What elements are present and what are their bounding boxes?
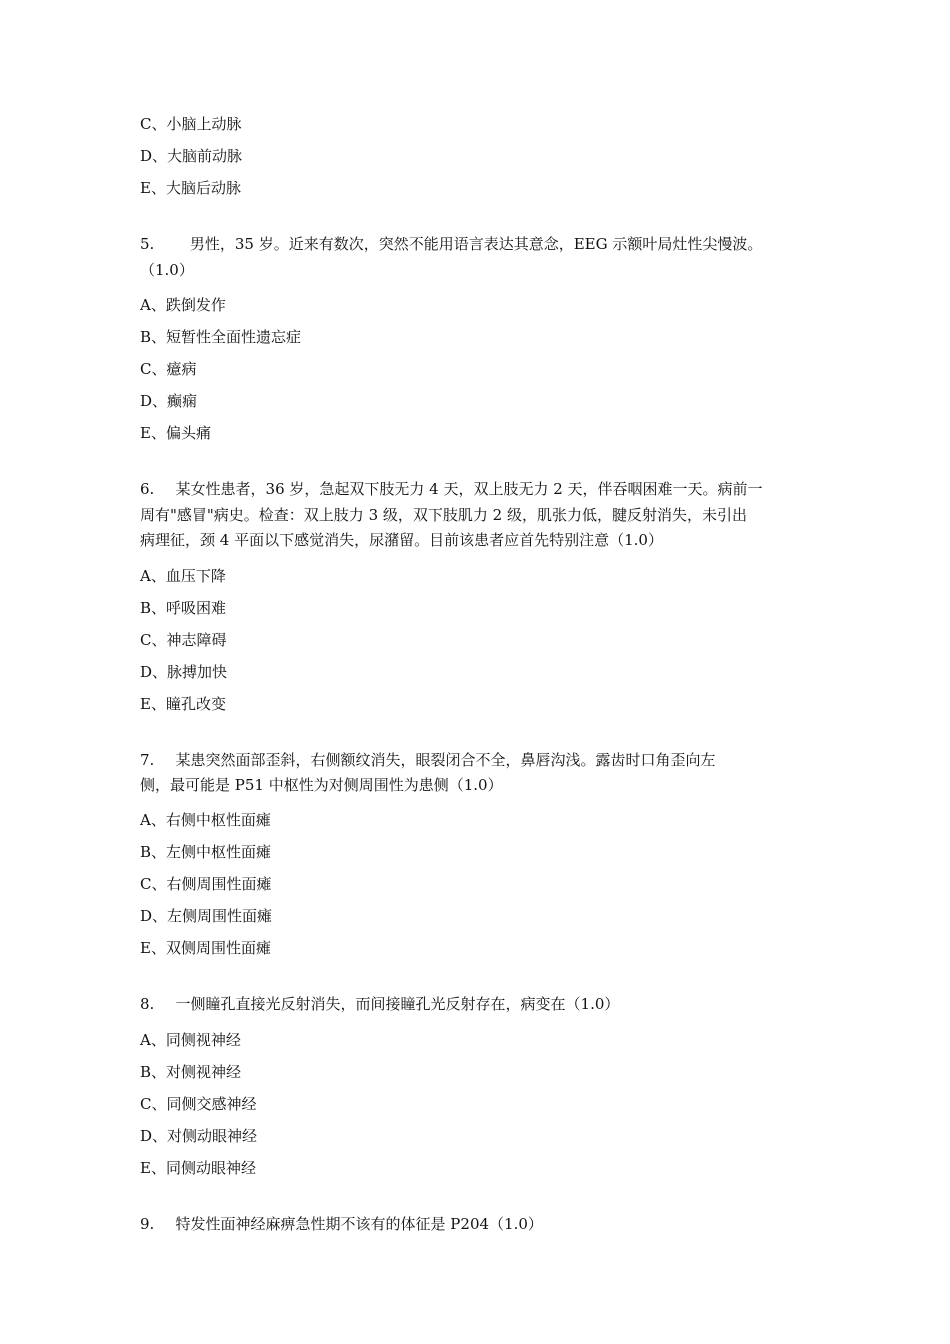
- option-a: A、血压下降: [140, 567, 226, 585]
- question-text: 某患突然面部歪斜，右侧额纹消失，眼裂闭合不全，鼻唇沟浅。露齿时口角歪向左: [166, 751, 716, 769]
- option-a: A、跌倒发作: [140, 296, 226, 314]
- question-number: 5.: [140, 235, 155, 253]
- question-7-line-1: [140, 750, 716, 770]
- option-c: C、神志障碍: [140, 631, 227, 649]
- option-e: E、双侧周围性面瘫: [140, 939, 271, 957]
- question-text: 一侧瞳孔直接光反射消失，而间接瞳孔光反射存在，病变在（1.0）: [166, 995, 620, 1013]
- option-e: E、偏头痛: [140, 424, 211, 442]
- question-8-line-1: [140, 994, 619, 1014]
- option-d: D、脉搏加快: [140, 663, 228, 681]
- option-b: B、短暂性全面性遗忘症: [140, 328, 302, 346]
- question-text: 某女性患者，36 岁，急起双下肢无力 4 天，双上肢无力 2 天，伴吞咽困难一天。病前一: [166, 480, 763, 498]
- option-a: A、右侧中枢性面瘫: [140, 811, 271, 829]
- question-6-line-1: [140, 479, 763, 499]
- option-d: D、癫痫: [140, 392, 198, 410]
- question-number: 6.: [140, 480, 155, 498]
- option-b: B、对侧视神经: [140, 1063, 242, 1081]
- option-c: C、小脑上动脉: [140, 115, 242, 133]
- question-number: 8.: [140, 995, 155, 1013]
- option-e: E、大脑后动脉: [140, 179, 241, 197]
- question-number: 7.: [140, 751, 155, 769]
- option-c: C、癔病: [140, 360, 197, 378]
- question-text: 特发性面神经麻痹急性期不该有的体征是 P204（1.0）: [166, 1215, 543, 1233]
- option-c: C、同侧交感神经: [140, 1095, 257, 1113]
- option-e: E、瞳孔改变: [140, 695, 226, 713]
- question-number: 9.: [140, 1215, 155, 1233]
- question-text: 男性，35 岁。近来有数次，突然不能用语言表达其意念，EEG 示额叶局灶性尖慢波。: [166, 235, 763, 253]
- option-d: D、对侧动眼神经: [140, 1127, 258, 1145]
- question-5-line-1: [140, 234, 762, 254]
- question-5-line-2: （1.0）: [140, 261, 194, 279]
- option-a: A、同侧视神经: [140, 1031, 241, 1049]
- option-b: B、左侧中枢性面瘫: [140, 843, 272, 861]
- option-e: E、同侧动眼神经: [140, 1159, 256, 1177]
- option-c: C、右侧周围性面瘫: [140, 875, 272, 893]
- question-6-line-3: 病理征，颈 4 平面以下感觉消失，尿潴留。目前该患者应首先特别注意（1.0）: [140, 531, 663, 549]
- option-d: D、大脑前动脉: [140, 147, 243, 165]
- option-d: D、左侧周围性面瘫: [140, 907, 273, 925]
- question-7-line-2: 侧，最可能是 P51 中枢性为对侧周围性为患侧（1.0）: [140, 776, 503, 794]
- question-6-line-2: 周有"感冒"病史。检查：双上肢力 3 级，双下肢肌力 2 级，肌张力低，腱反射消失，未引出: [140, 506, 747, 524]
- question-9-line-1: [140, 1214, 543, 1234]
- option-b: B、呼吸困难: [140, 599, 227, 617]
